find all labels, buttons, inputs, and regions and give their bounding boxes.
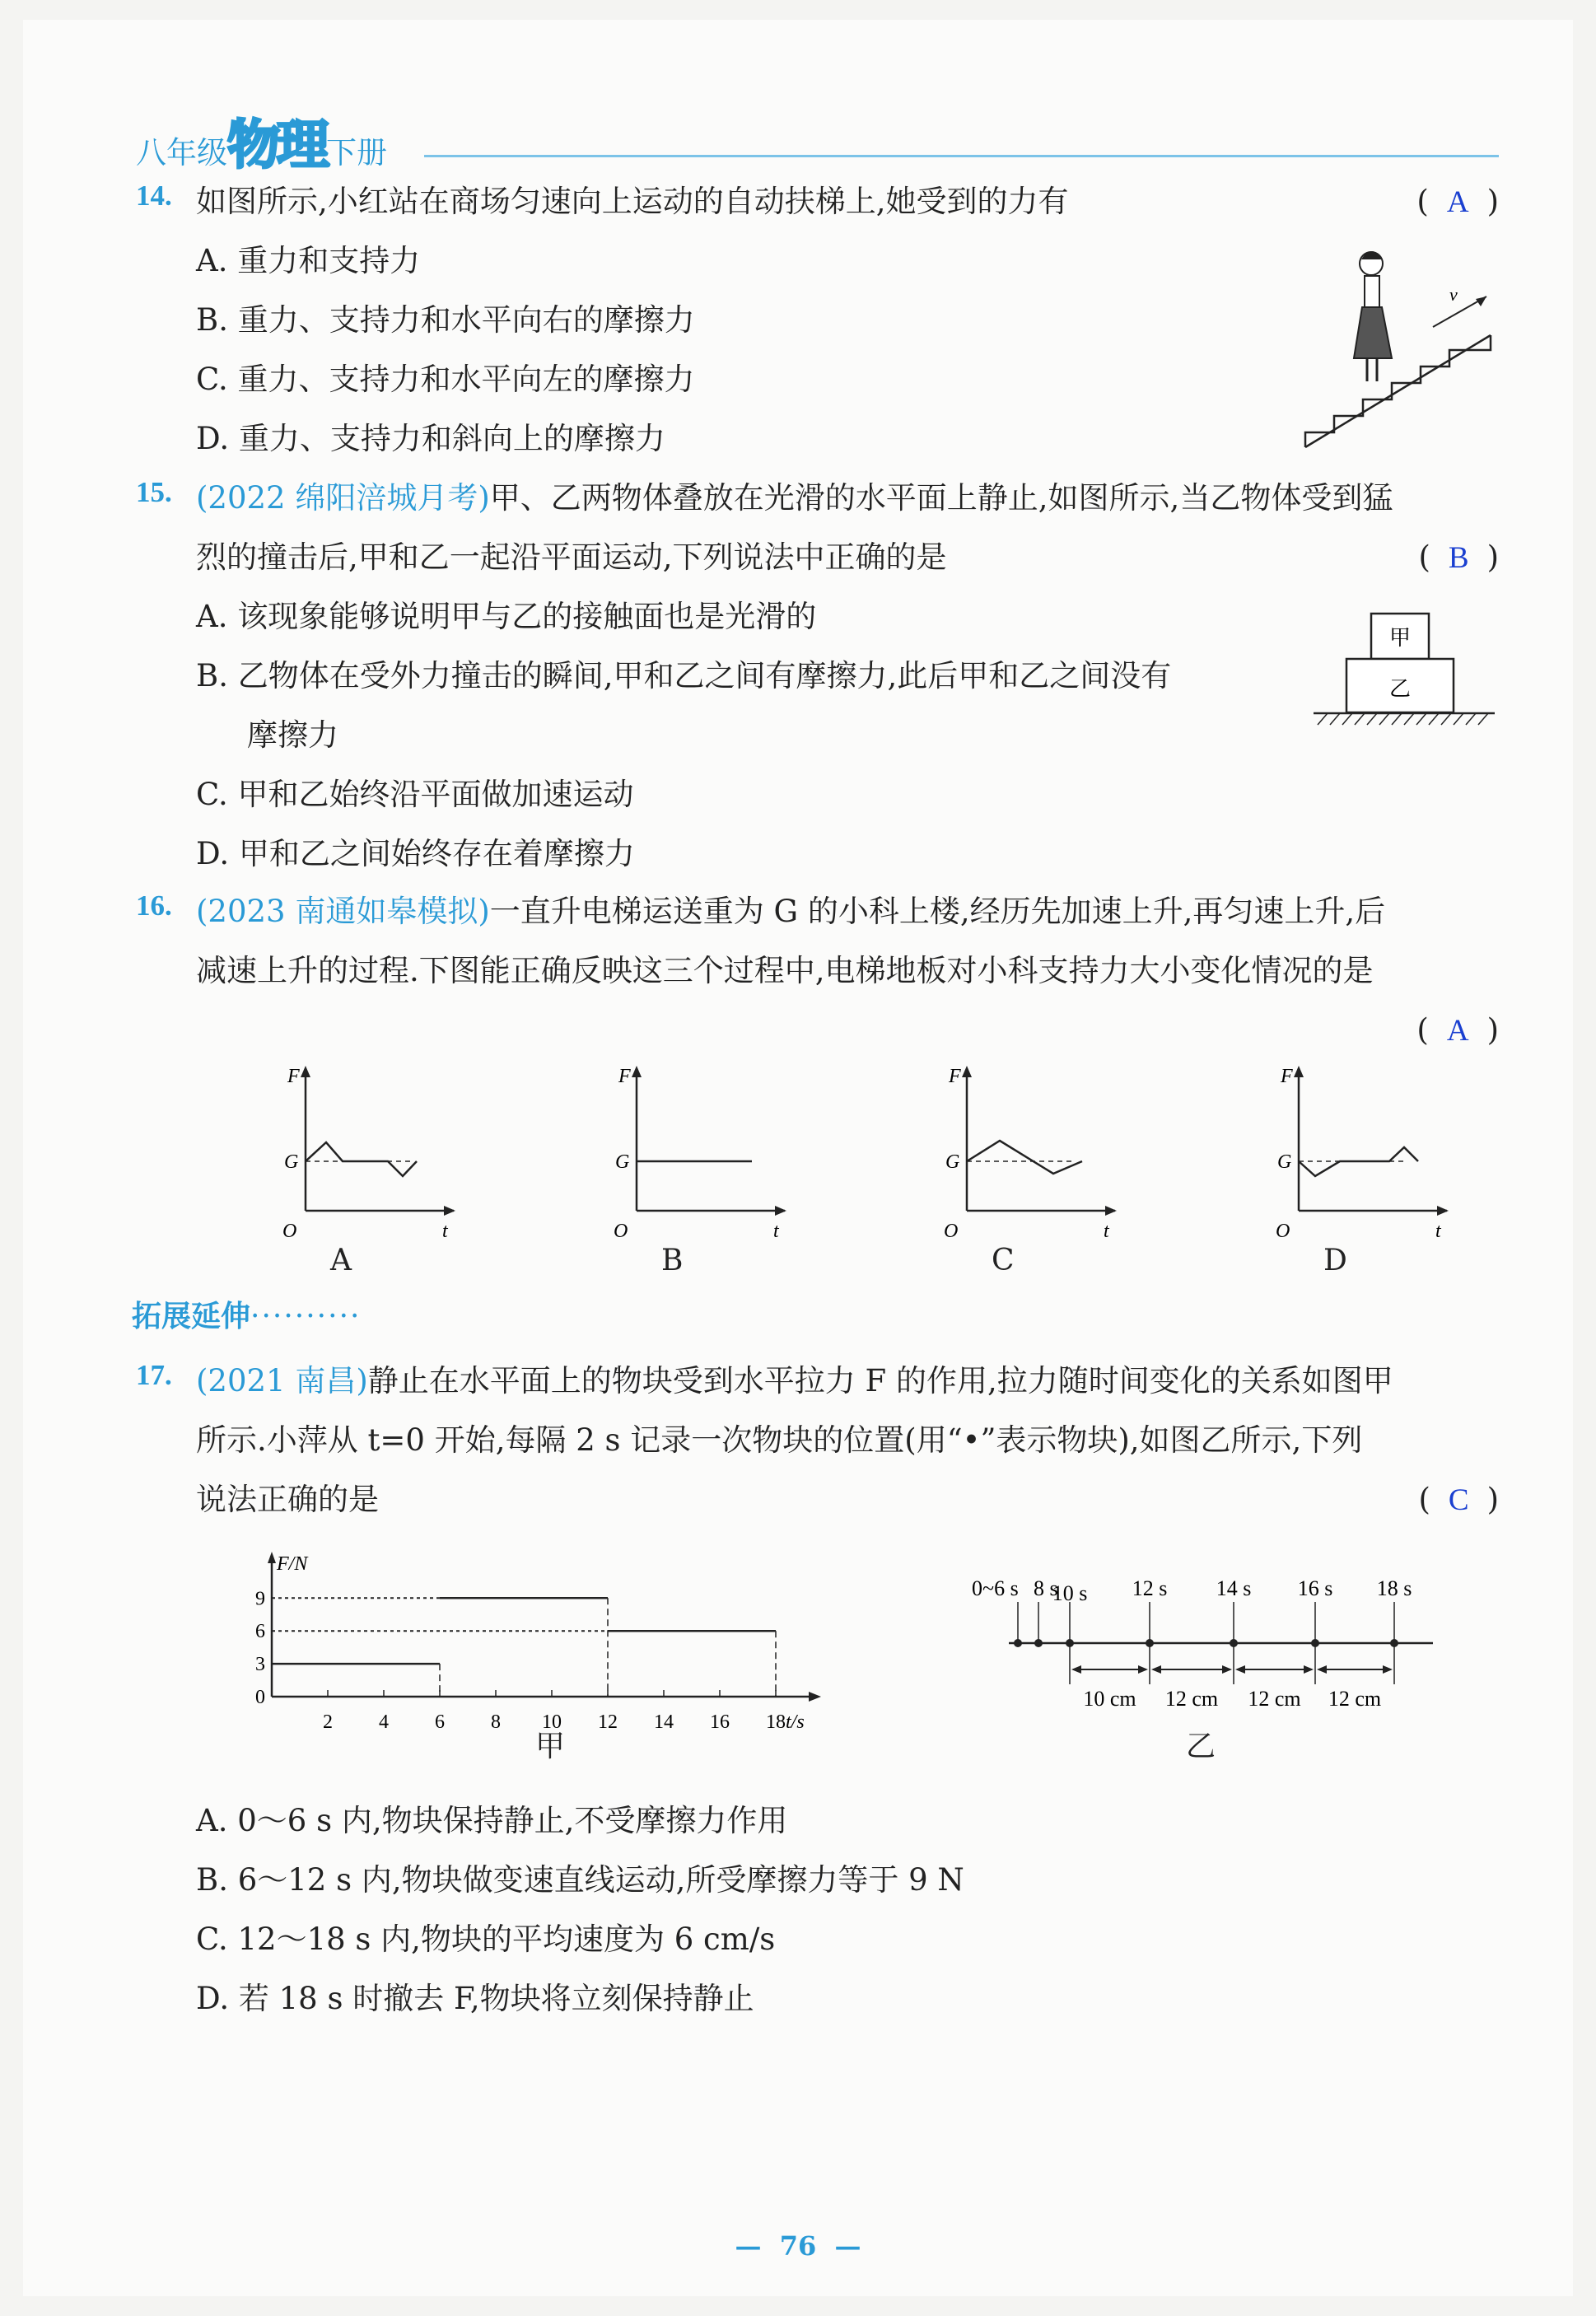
g-level-label: G (284, 1151, 299, 1173)
x-tick-label: 2 (323, 1711, 333, 1733)
time-label: 14 s (1216, 1576, 1252, 1600)
question-stem: 说法正确的是 (196, 1482, 379, 1517)
question-source: (2022 绵阳涪城月考) (196, 480, 490, 516)
block-position-dot (1014, 1639, 1022, 1647)
arrow-head (1304, 1665, 1314, 1674)
force-time-graph (1274, 1062, 1463, 1252)
arrow-head (1317, 1665, 1327, 1674)
option: A. 重力和支持力 (196, 243, 421, 278)
force-curve (306, 1142, 417, 1176)
block-yi-label: 乙 (1388, 677, 1412, 701)
block-position-dot (1230, 1639, 1238, 1647)
x-tick-label: 16 (710, 1711, 730, 1733)
origin-label: O (282, 1221, 297, 1242)
option: A. 0～6 s 内,物块保持静止,不受摩擦力作用 (196, 1803, 788, 1838)
answer-value: A (1446, 185, 1469, 219)
x-tick-label: 14 (654, 1711, 674, 1733)
option: B. 乙物体在受外力撞击的瞬间,甲和乙之间有摩擦力,此后甲和乙之间没有 (196, 658, 1172, 693)
g-level-label: G (1277, 1151, 1292, 1173)
escalator-figure (1301, 235, 1499, 453)
force-time-graph (612, 1062, 801, 1252)
question-stem: 减速上升的过程.下图能正确反映这三个过程中,电梯地板对小科支持力大小变化情况的是 (196, 953, 1374, 988)
axis-label-f: F (949, 1066, 961, 1087)
x-tick-label: 8 (491, 1711, 501, 1733)
question-number: 15. (136, 476, 172, 508)
y-tick-label: 3 (255, 1654, 265, 1676)
subject-title: 物理 (227, 114, 326, 176)
question-stem (196, 891, 1385, 932)
option: C. 12～18 s 内,物块的平均速度为 6 cm/s (196, 1921, 776, 1957)
question-source: (2023 南通如皋模拟) (196, 894, 490, 929)
graph-label: C (992, 1244, 1015, 1277)
arrow-head (1235, 1665, 1245, 1674)
arrow-head (1138, 1665, 1148, 1674)
force-curve (967, 1141, 1082, 1174)
option: B. 重力、支持力和水平向右的摩擦力 (196, 302, 695, 338)
axis-label-f: F (287, 1066, 300, 1087)
option: A. 该现象能够说明甲与乙的接触面也是光滑的 (196, 599, 817, 634)
option: D. 重力、支持力和斜向上的摩擦力 (196, 421, 665, 456)
answer-box: ( B ) (1418, 539, 1499, 575)
block-position-dot (1390, 1639, 1398, 1647)
graph-label: A (330, 1244, 352, 1277)
option: C. 重力、支持力和水平向左的摩擦力 (196, 362, 695, 397)
option-continued: 摩擦力 (247, 717, 338, 753)
force-time-graph (942, 1062, 1132, 1252)
stem-text: 甲、乙两物体叠放在光滑的水平面上静止,如图所示,当乙物体受到猛 (489, 480, 1393, 516)
g-level-label: G (615, 1151, 630, 1173)
x-tick-label: 12 (598, 1711, 618, 1733)
axis-label-f: F (618, 1066, 631, 1087)
graph-label: D (1323, 1244, 1347, 1277)
time-label: 0~6 s (972, 1576, 1019, 1600)
distance-label: 12 cm (1328, 1687, 1382, 1709)
x-tick-label: 4 (379, 1711, 389, 1733)
arrow-head (1222, 1665, 1232, 1674)
answer-value: A (1446, 1014, 1469, 1048)
block-position-dot (1034, 1639, 1043, 1647)
answer-box: ( A ) (1416, 1012, 1499, 1048)
axis-label-f: F (1281, 1066, 1293, 1087)
origin-label: O (944, 1221, 959, 1242)
graph-option-b (612, 1062, 801, 1277)
force-time-chart (239, 1548, 865, 1738)
g-level-label: G (945, 1151, 960, 1173)
graph-label: B (661, 1244, 684, 1277)
volume-label: 下册 (326, 135, 387, 170)
distance-label: 12 cm (1164, 1687, 1219, 1709)
arrow-head (1071, 1665, 1081, 1674)
x-axis-label: t/s (786, 1711, 805, 1733)
question-stem: 烈的撞击后,甲和乙一起沿平面运动,下列说法中正确的是 (196, 539, 947, 575)
stem-text: 静止在水平面上的物块受到水平拉力 F 的作用,拉力随时间变化的关系如图甲 (367, 1363, 1393, 1398)
header-divider (424, 155, 1499, 157)
time-label: 12 s (1132, 1576, 1168, 1600)
page-number-value: 76 (779, 2230, 817, 2262)
option: C. 甲和乙始终沿平面做加速运动 (196, 777, 634, 812)
question-stem: 如图所示,小红站在商场匀速向上运动的自动扶梯上,她受到的力有 (196, 184, 1069, 219)
question-stem: 所示.小萍从 t=0 开始,每隔 2 s 记录一次物块的位置(用“•”表示物块),如图乙所示,下列 (196, 1422, 1363, 1458)
question-stem (196, 1361, 1393, 1402)
x-tick-label: 10 (542, 1711, 562, 1733)
book-header (136, 103, 387, 179)
time-label: 18 s (1376, 1576, 1412, 1600)
position-diagram (955, 1561, 1449, 1709)
question-source: (2021 南昌) (196, 1363, 368, 1398)
question-number: 16. (136, 890, 172, 922)
force-time-graph (281, 1062, 470, 1252)
answer-value: C (1448, 1483, 1469, 1517)
question-number: 14. (136, 180, 172, 212)
time-label: 8 s (1034, 1576, 1058, 1600)
option: B. 6～12 s 内,物块做变速直线运动,所受摩擦力等于 9 N (196, 1862, 964, 1898)
figure-caption-jia: 甲 (535, 1730, 566, 1763)
x-tick-label: 18 (766, 1711, 786, 1733)
answer-value: B (1448, 541, 1469, 575)
option: D. 甲和乙之间始终存在着摩擦力 (196, 836, 635, 871)
origin-label: O (1276, 1221, 1290, 1242)
block-position-dot (1311, 1639, 1319, 1647)
time-label: 10 s (1052, 1581, 1088, 1605)
y-axis-label: F/N (277, 1553, 308, 1575)
block-position-dot (1066, 1639, 1074, 1647)
question-number: 17. (136, 1359, 172, 1391)
graph-option-c (942, 1062, 1132, 1277)
section-dots: ·········· (250, 1300, 362, 1333)
time-label: 16 s (1297, 1576, 1333, 1600)
y-tick-label: 6 (255, 1621, 265, 1643)
stacked-blocks-figure (1309, 609, 1499, 741)
velocity-label: v (1449, 284, 1458, 305)
x-tick-label: 6 (435, 1711, 445, 1733)
stem-text: 一直升电梯运送重为 G 的小科上楼,经历先加速上升,再匀速上升,后 (489, 894, 1386, 929)
distance-label: 10 cm (1083, 1687, 1136, 1709)
arrow-head (1151, 1665, 1161, 1674)
origin-label: O (614, 1221, 628, 1242)
arrow-head (1383, 1665, 1393, 1674)
grade-label: 八年级 (136, 135, 227, 170)
answer-box: ( C ) (1418, 1482, 1499, 1517)
axis-label-t: t (1435, 1221, 1441, 1242)
axis-label-t: t (442, 1221, 448, 1242)
figure-caption-yi: 乙 (1186, 1730, 1216, 1763)
section-title: 拓展延伸 (132, 1299, 251, 1333)
y-tick-label: 0 (255, 1687, 265, 1708)
section-extension (132, 1293, 361, 1335)
block-position-dot (1146, 1639, 1154, 1647)
axis-label-t: t (1104, 1221, 1109, 1242)
option: D. 若 18 s 时撤去 F,物块将立刻保持静止 (196, 1981, 754, 2016)
page-number: — 76 — (735, 2230, 861, 2262)
answer-box: ( A ) (1416, 184, 1499, 219)
y-axis-arrow (268, 1552, 276, 1563)
axis-label-t: t (773, 1221, 779, 1242)
y-tick-label: 9 (255, 1588, 265, 1610)
question-stem (196, 478, 1393, 519)
graph-option-d (1274, 1062, 1463, 1277)
distance-label: 12 cm (1248, 1687, 1301, 1709)
x-axis-arrow (809, 1692, 821, 1702)
block-jia-label: 甲 (1388, 626, 1412, 650)
graph-option-a (281, 1062, 470, 1277)
